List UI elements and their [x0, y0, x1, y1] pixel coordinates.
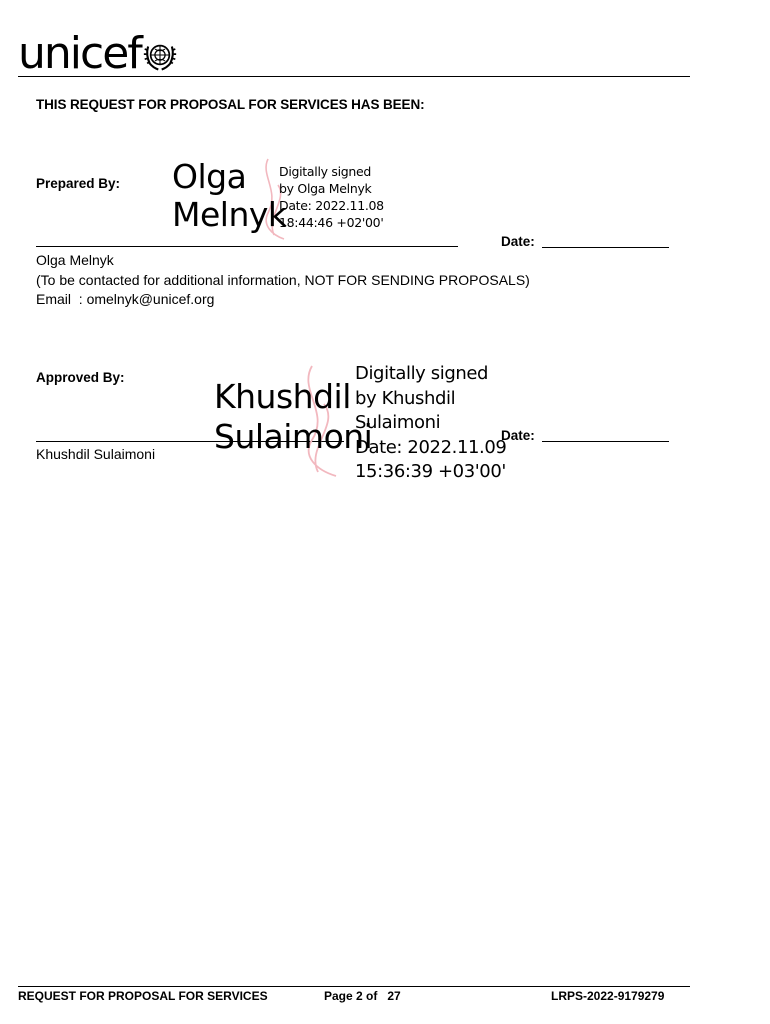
header-divider — [18, 76, 690, 77]
contact-note: (To be contacted for additional information, NOT FOR SENDING PROPOSALS) — [36, 271, 530, 288]
prepared-contact-block — [36, 251, 530, 310]
footer-page-number: Page 2 of 27 — [324, 989, 401, 1003]
footer-document-title: REQUEST FOR PROPOSAL FOR SERVICES — [18, 989, 268, 1003]
signature-line: Date: 2022.11.09 — [355, 436, 507, 458]
prepared-signature-details — [279, 163, 384, 231]
signature-last-name: Sulaimoni — [214, 417, 373, 456]
signature-line: Digitally signed — [279, 164, 372, 179]
prepared-name: Olga Melnyk — [36, 252, 114, 268]
contact-email: Email : omelnyk@unicef.org — [36, 291, 215, 307]
footer-reference-number: LRPS-2022-9179279 — [551, 989, 665, 1003]
approved-signature-details — [355, 362, 506, 485]
prepared-date-label: Date: — [501, 234, 535, 249]
signature-line: Digitally signed — [355, 363, 489, 384]
prepared-by-label: Prepared By: — [36, 176, 121, 191]
signature-line: 18:44:46 +02'00' — [279, 215, 384, 230]
signature-line: by Khushdil — [355, 387, 456, 409]
prepared-signature-line — [36, 246, 458, 247]
signature-line: Date: 2022.11.08 — [279, 198, 384, 213]
prepared-signature-name — [172, 158, 287, 233]
unicef-logo — [18, 28, 177, 79]
approved-signature-name — [214, 377, 372, 457]
footer-divider — [18, 986, 690, 987]
signature-last-name: Melnyk — [172, 194, 287, 234]
prepared-date-line — [542, 247, 669, 248]
signature-first-name: Olga — [172, 157, 247, 196]
logo-text: unicef — [18, 28, 141, 79]
un-emblem-icon — [143, 38, 177, 72]
signature-first-name: Khushdil — [214, 377, 351, 416]
signature-line: Sulaimoni — [355, 412, 441, 433]
page-headline: THIS REQUEST FOR PROPOSAL FOR SERVICES HAS BEEN: — [36, 97, 425, 112]
signature-line: 15:36:39 +03'00' — [355, 461, 506, 482]
approved-date-line — [542, 441, 669, 442]
approved-date-label: Date: — [501, 428, 535, 443]
approved-by-label: Approved By: — [36, 370, 125, 385]
signature-line: by Olga Melnyk — [279, 181, 372, 196]
approved-name: Khushdil Sulaimoni — [36, 446, 156, 462]
